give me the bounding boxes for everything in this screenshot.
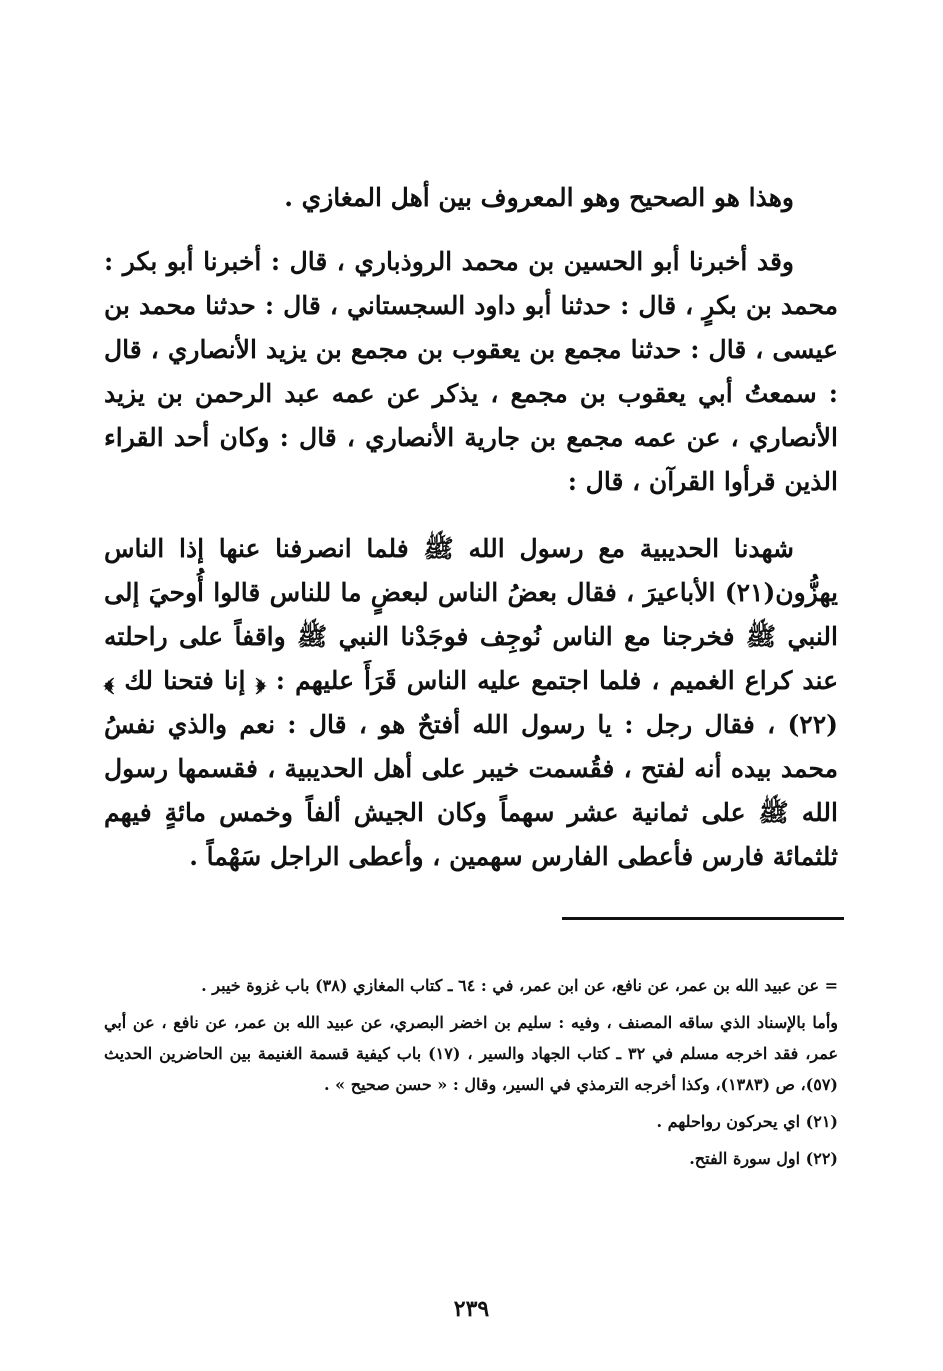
main-paragraph-1: [104, 176, 838, 220]
footnote-21: (٢١) اي يحركون رواحلهم .: [656, 1112, 838, 1131]
footnote-paragraph: وأما بالإسناد الذي ساقه المصنف ، وفيه : سليم بن اخضر البصري، عن عبيد الله بن عمر، عن نافع ، عن أبي عمر، فقد اخرجه مسلم في ٣٢ ـ كتاب الجهاد والسير ، (١٧) باب كيفية قسمة الغنيمة بين الحاضرين الحديث (٥٧)، ص (١٣٨٣)، وكذا أخرجه الترمذي في السير، وقال : « حسن صحيح » .: [104, 1013, 838, 1094]
main-text-1: وهذا هو الصحيح وهو المعروف بين أهل المغازي .: [284, 183, 794, 212]
footnote-22: (٢٢) اول سورة الفتح.: [689, 1149, 838, 1168]
main-paragraph-2: [104, 240, 838, 504]
main-text-2: وقد أخبرنا أبو الحسين بن محمد الروذباري ، قال : أخبرنا أبو بكر : محمد بن بكرٍ ، قال : حدثنا أبو داود السجستاني ، قال : حدثنا محمد بن عيسى ، قال : حدثنا مجمع بن يعقوب بن مجمع بن يزيد الأنصاري ، قال : سمعتُ أبي يعقوب بن مجمع ، يذكر عن عمه عبد الرحمن بن يزيد الأنصاري ، عن عمه مجمع بن جارية الأنصاري ، قال : وكان أحد القراء الذين قرأوا القرآن ، قال :: [104, 247, 838, 496]
footnote-divider: [562, 917, 844, 920]
main-text-3: شهدنا الحديبية مع رسول الله ﷺ فلما انصرفنا عنها إذا الناس يهزُّون(٢١) الأباعيرَ ، فقال بعضُ الناس لبعضٍ ما للناس قالوا أُوحيَ إلى النبي ﷺ فخرجنا مع الناس نُوجِف فوجَدْنا النبي ﷺ واقفاً على راحلته عند كراع الغميم ، فلما اجتمع عليه الناس قَرَأَ عليهم : ﴿ إنا فتحنا لك ﴾(٢٢) ، فقال رجل : يا رسول الله أفتحٌ هو ، قال : نعم والذي نفسُ محمد بيده أنه لفتح ، فقُسمت خيبر على أهل الحديبية ، فقسمها رسول الله ﷺ على ثمانية عشر سهماً وكان الجيش ألفاً وخمس مائةٍ فيهم ثلثمائة فارس فأعطى الفارس سهمين ، وأعطى الراجل سَهْماً .: [104, 534, 838, 871]
page-number: ٢٣٩: [453, 1296, 490, 1322]
footnotes: [104, 970, 838, 1180]
main-paragraph-3: [104, 527, 838, 879]
footnote-continuation: = عن عبيد الله بن عمر، عن نافع، عن ابن عمر، في : ٦٤ ـ كتاب المغازي (٣٨) باب غزوة خيبر .: [201, 976, 838, 995]
